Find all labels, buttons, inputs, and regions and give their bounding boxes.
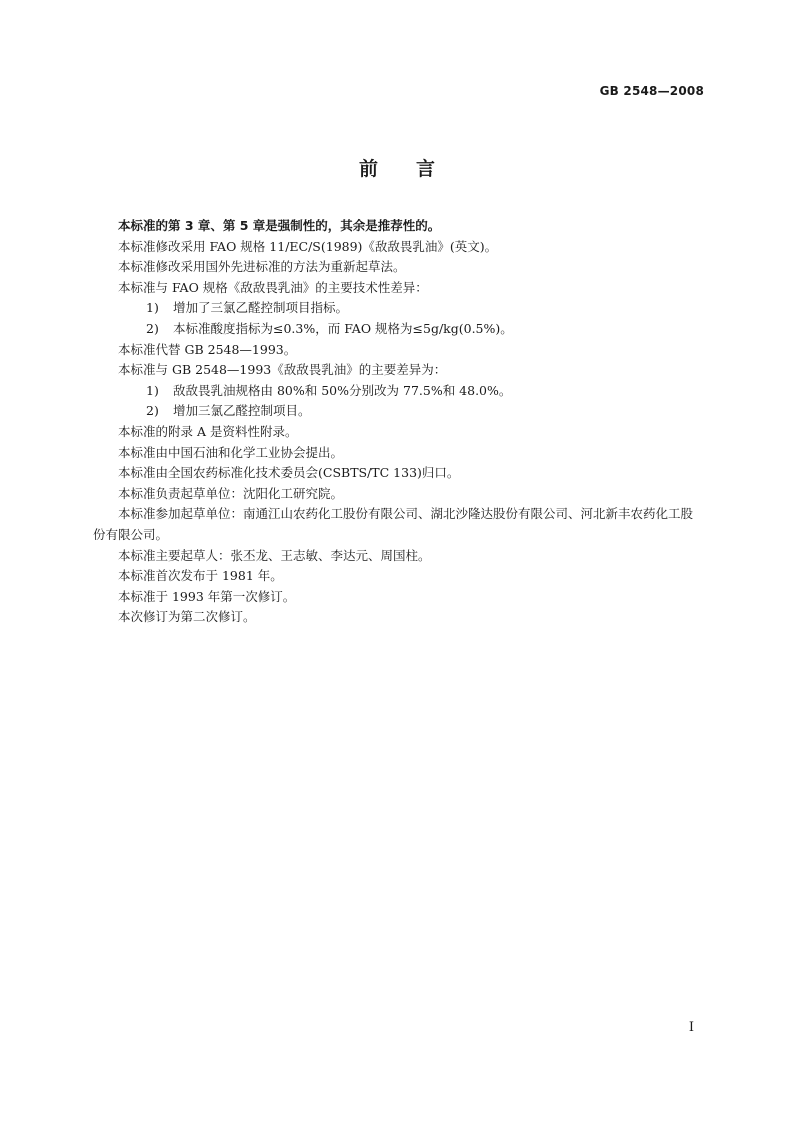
list-item <box>93 401 705 422</box>
list-item-number: 2) <box>146 403 159 419</box>
paragraph-mandatory-chapters: 本标准的第 3 章、第 5 章是强制性的，其余是推荐性的。 <box>118 218 441 233</box>
paragraph-current-revision: 本次修订为第二次修订。 <box>118 609 256 625</box>
list-item-text: 增加三氯乙醛控制项目。 <box>173 403 311 419</box>
paragraph-adoption-method: 本标准修改采用国外先进标准的方法为重新起草法。 <box>118 259 406 275</box>
list-item-text: 本标准酸度指标为≤0.3%，而 FAO 规格为≤5g/kg(0.5%)。 <box>173 320 513 336</box>
list-item-text: 敌敌畏乳油规格由 80%和 50%分别改为 77.5%和 48.0%。 <box>173 382 512 398</box>
paragraph-lead-drafter: 本标准负责起草单位：沈阳化工研究院。 <box>118 485 344 501</box>
paragraph-first-revision: 本标准于 1993 年第一次修订。 <box>118 588 296 604</box>
page-title: 前言 <box>358 158 473 180</box>
list-item-number: 1) <box>146 382 159 398</box>
paragraph-proposed-by: 本标准由中国石油和化学工业协会提出。 <box>118 444 344 460</box>
list-item-text: 增加了三氯乙醛控制项目指标。 <box>173 300 349 316</box>
paragraph-participating-drafters: 本标准参加起草单位：南通江山农药化工股份有限公司、湖北沙隆达股份有限公司、河北新丰农药化工股份有限公司。 <box>93 506 694 542</box>
list-item <box>93 381 705 402</box>
paragraph-first-published: 本标准首次发布于 1981 年。 <box>118 568 283 584</box>
standard-code: GB 2548—2008 <box>599 84 704 98</box>
paragraph-committee: 本标准由全国农药标准化技术委员会(CSBTS/TC 133)归口。 <box>118 465 460 481</box>
page-number: I <box>688 1020 694 1035</box>
paragraph-tech-differences-intro: 本标准与 FAO 规格《敌敌畏乳油》的主要技术性差异： <box>118 279 428 295</box>
paragraph-replaces: 本标准代替 GB 2548—1993。 <box>118 341 297 357</box>
list-item-number: 2) <box>146 320 159 336</box>
paragraph-main-drafters: 本标准主要起草人：张丕龙、王志敏、李达元、周国柱。 <box>118 547 431 563</box>
paragraph-main-differences-intro: 本标准与 GB 2548—1993《敌敌畏乳油》的主要差异为： <box>118 362 447 378</box>
foreword-body <box>93 216 705 628</box>
list-item <box>93 298 705 319</box>
paragraph-appendix: 本标准的附录 A 是资料性附录。 <box>118 423 298 439</box>
list-item-number: 1) <box>146 300 159 316</box>
list-item <box>93 319 705 340</box>
paragraph-adoption: 本标准修改采用 FAO 规格 11/EC/S(1989)《敌敌畏乳油》(英文)。 <box>118 238 498 254</box>
